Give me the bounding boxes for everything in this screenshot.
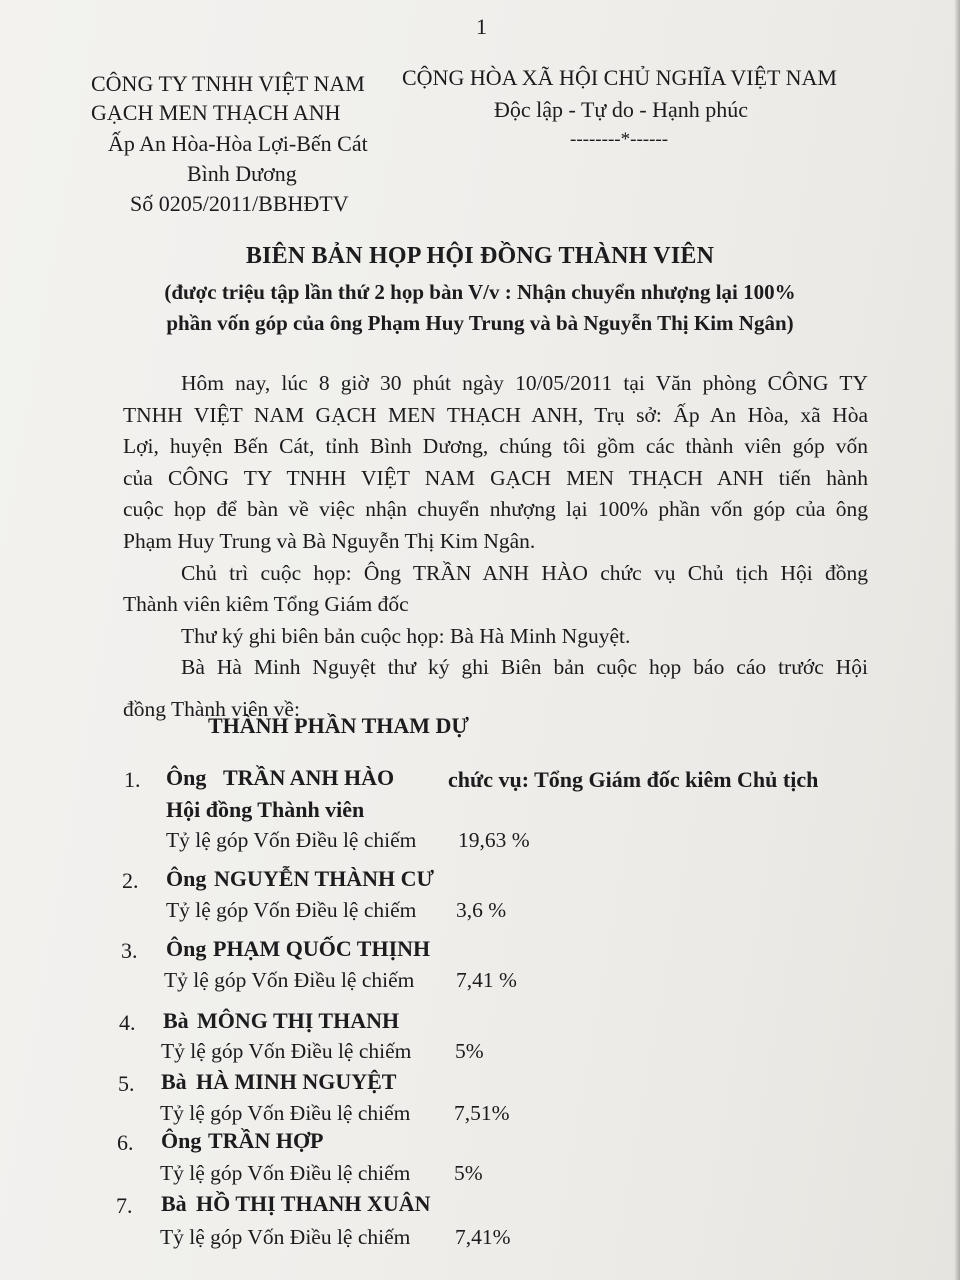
attendee-title: Bà	[161, 1069, 187, 1094]
paragraph-line: Phạm Huy Trung và Bà Nguyễn Thị Kim Ngân.	[123, 528, 536, 553]
attendee-ratio-label: Tỷ lệ góp Vốn Điều lệ chiếm	[160, 1225, 411, 1249]
page-number: 1	[476, 14, 487, 39]
attendee-title: Ông	[166, 936, 207, 961]
attendee-ratio-label: Tỷ lệ góp Vốn Điều lệ chiếm	[166, 828, 417, 852]
attendee-number: 2.	[122, 868, 139, 893]
attendee-title: Bà	[163, 1008, 189, 1033]
attendee-name: HỒ THỊ THANH XUÂN	[196, 1191, 431, 1216]
paragraph-line: Lợi, huyện Bến Cát, tỉnh Bình Dương, chúng tôi gồm các thành viên góp vốn	[123, 434, 868, 459]
company-address-line1: Ấp An Hòa-Hòa Lợi-Bến Cát	[108, 131, 368, 156]
document-subtitle-line1: (được triệu tập lần thứ 2 họp bàn V/v : Nhận chuyển nhượng lại 100%	[164, 280, 796, 304]
company-name-line2: GẠCH MEN THẠCH ANH	[91, 100, 341, 125]
paragraph-line: TNHH VIỆT NAM GẠCH MEN THẠCH ANH, Trụ sở: Ấp An Hòa, xã Hòa	[123, 402, 868, 427]
document-title: BIÊN BẢN HỌP HỘI ĐỒNG THÀNH VIÊN	[245, 243, 715, 269]
attendee-number: 1.	[124, 767, 141, 792]
attendee-ratio: 3,6 %	[456, 898, 507, 922]
attendee-title: Ông	[161, 1128, 202, 1153]
chair-line: Chủ trì cuộc họp: Ông TRẦN ANH HÀO chức vụ Chủ tịch Hội đồng	[181, 560, 868, 585]
attendee-ratio: 19,63 %	[458, 828, 530, 852]
attendee-number: 5.	[118, 1071, 135, 1096]
company-address-line2: Bình Dương	[187, 161, 297, 186]
attendee-title: Ông	[166, 866, 207, 891]
secretary-line: Thư ký ghi biên bản cuộc họp: Bà Hà Minh Nguyệt.	[181, 623, 631, 648]
attendee-ratio-label: Tỷ lệ góp Vốn Điều lệ chiếm	[160, 1101, 411, 1125]
attendee-role: chức vụ: Tổng Giám đốc kiêm Chủ tịch	[448, 767, 819, 792]
header-separator: --------*------	[570, 129, 669, 150]
attendee-ratio: 5%	[454, 1161, 483, 1185]
paragraph-line: Hôm nay, lúc 8 giờ 30 phút ngày 10/05/2011 tại Văn phòng CÔNG TY	[181, 371, 868, 395]
paragraph-line: cuộc họp để bàn về việc nhận chuyển nhượng lại 100% phần vốn góp của ông	[123, 497, 868, 522]
meeting-body	[123, 368, 868, 726]
attendee-ratio: 7,41 %	[456, 968, 517, 992]
attendee-ratio: 7,41%	[455, 1225, 511, 1249]
attendee-number: 7.	[116, 1193, 133, 1218]
attendee-name: TRẦN ANH HÀO	[223, 765, 395, 790]
attendee-ratio-label: Tỷ lệ góp Vốn Điều lệ chiếm	[161, 1039, 412, 1063]
attendee-number: 3.	[121, 938, 138, 963]
attendee-number: 6.	[117, 1130, 134, 1155]
document-subtitle-line2: phần vốn góp của ông Phạm Huy Trung và bà Nguyễn Thị Kim Ngân)	[166, 311, 794, 335]
attendee-ratio: 7,51%	[454, 1101, 510, 1125]
republic-name: CỘNG HÒA XÃ HỘI CHỦ NGHĨA VIỆT NAM	[402, 65, 837, 90]
attendee-name: HÀ MINH NGUYỆT	[196, 1069, 397, 1094]
attendee-ratio: 5%	[455, 1039, 484, 1063]
attendee-ratio-label: Tỷ lệ góp Vốn Điều lệ chiếm	[160, 1161, 411, 1185]
attendees-heading: THÀNH PHẦN THAM DỰ	[208, 713, 469, 738]
report-line: Bà Hà Minh Nguyệt thư ký ghi Biên bản cuộc họp báo cáo trước Hội	[181, 655, 868, 680]
report-line: đồng Thành viên về:	[123, 696, 300, 721]
attendee-title: Ông	[166, 765, 207, 790]
company-name-line1: CÔNG TY TNHH VIỆT NAM	[91, 71, 365, 96]
attendee-name: MÔNG THỊ THANH	[197, 1008, 400, 1033]
chair-line: Thành viên kiêm Tổng Giám đốc	[123, 592, 409, 617]
attendee-name: TRẦN HỢP	[208, 1128, 324, 1153]
attendee-name: PHẠM QUỐC THỊNH	[213, 936, 431, 961]
attendee-ratio-label: Tỷ lệ góp Vốn Điều lệ chiếm	[164, 968, 415, 992]
attendee-role-cont: Hội đồng Thành viên	[166, 797, 365, 822]
attendee-ratio-label: Tỷ lệ góp Vốn Điều lệ chiếm	[166, 898, 417, 922]
attendee-name: NGUYỄN THÀNH CƯ	[214, 866, 435, 891]
paragraph-line: của CÔNG TY TNHH VIỆT NAM GẠCH MEN THẠCH ANH tiến hành	[123, 465, 868, 490]
document-number: Số 0205/2011/BBHĐTV	[130, 191, 349, 216]
republic-motto: Độc lập - Tự do - Hạnh phúc	[494, 97, 749, 122]
attendee-number: 4.	[119, 1010, 136, 1035]
attendee-title: Bà	[161, 1191, 187, 1216]
